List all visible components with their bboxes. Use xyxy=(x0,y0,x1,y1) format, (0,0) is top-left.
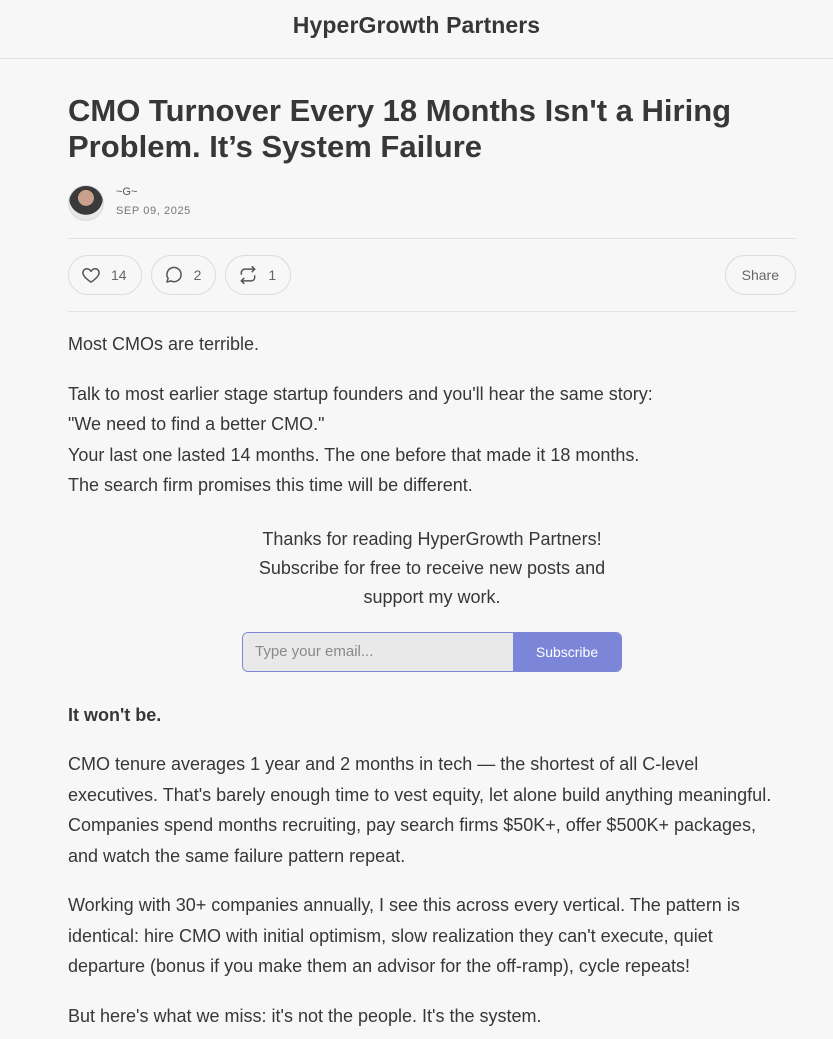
author-name[interactable]: ~G~ xyxy=(116,185,138,198)
post-date: SEP 09, 2025 xyxy=(116,204,191,217)
byline xyxy=(68,184,796,221)
subscribe-button[interactable]: Subscribe xyxy=(513,633,621,671)
paragraph: CMO tenure averages 1 year and 2 months in tech — the shortest of all C-level executives. That's barely enough time to vest equity, let alone build anything meaningful. Companies spend months recruiting, pay search firms $50K+, offer $500K+ packages, and watch the same failure pattern repeat. xyxy=(68,754,772,866)
paragraph-line: The search firm promises this time will be different. xyxy=(68,475,473,495)
share-button[interactable]: Share xyxy=(725,255,796,295)
subscribe-form xyxy=(242,632,622,672)
restack-button[interactable] xyxy=(225,255,291,295)
heart-icon xyxy=(81,265,101,285)
paragraph xyxy=(68,379,788,501)
comment-count: 2 xyxy=(193,267,202,283)
author-meta xyxy=(116,185,191,217)
divider xyxy=(68,311,796,312)
email-input[interactable] xyxy=(243,633,513,671)
restack-icon xyxy=(238,265,258,285)
paragraph: Most CMOs are terrible. xyxy=(68,334,260,354)
paragraph: But here's what we miss: it's not the people. It's the system. xyxy=(68,1005,542,1026)
publication-name[interactable]: HyperGrowth Partners xyxy=(292,11,541,38)
subscribe-line: support my work. xyxy=(363,586,501,607)
paragraph-bold: It won't be. xyxy=(68,704,162,725)
subscribe-line: Thanks for reading HyperGrowth Partners! xyxy=(262,528,602,549)
post xyxy=(0,93,833,1031)
comment-button[interactable] xyxy=(151,255,217,295)
paragraph-line: "We need to find a better CMO." xyxy=(68,414,325,434)
comment-bubble-icon xyxy=(164,265,184,285)
subscribe-widget xyxy=(68,525,796,672)
subscribe-message xyxy=(232,525,632,612)
subscribe-line: Subscribe for free to receive new posts and xyxy=(258,557,606,578)
paragraph: Working with 30+ companies annually, I see this across every vertical. The pattern is identical: hire CMO with initial optimism, slow realization they can't execute, quiet departure (bonus if you make them an advisor for the off-ramp), cycle repeats! xyxy=(68,895,740,976)
like-button[interactable] xyxy=(68,255,142,295)
author-avatar[interactable] xyxy=(68,185,104,221)
paragraph-line: Your last one lasted 14 months. The one before that made it 18 months. xyxy=(68,444,640,465)
like-count: 14 xyxy=(111,267,127,283)
post-actions xyxy=(68,239,796,311)
post-title: CMO Turnover Every 18 Months Isn't a Hiring Problem. It’s System Failure xyxy=(68,93,732,164)
restack-count: 1 xyxy=(268,267,277,283)
paragraph-line: Talk to most earlier stage startup founders and you'll hear the same story: xyxy=(68,383,653,404)
top-bar xyxy=(0,0,833,59)
